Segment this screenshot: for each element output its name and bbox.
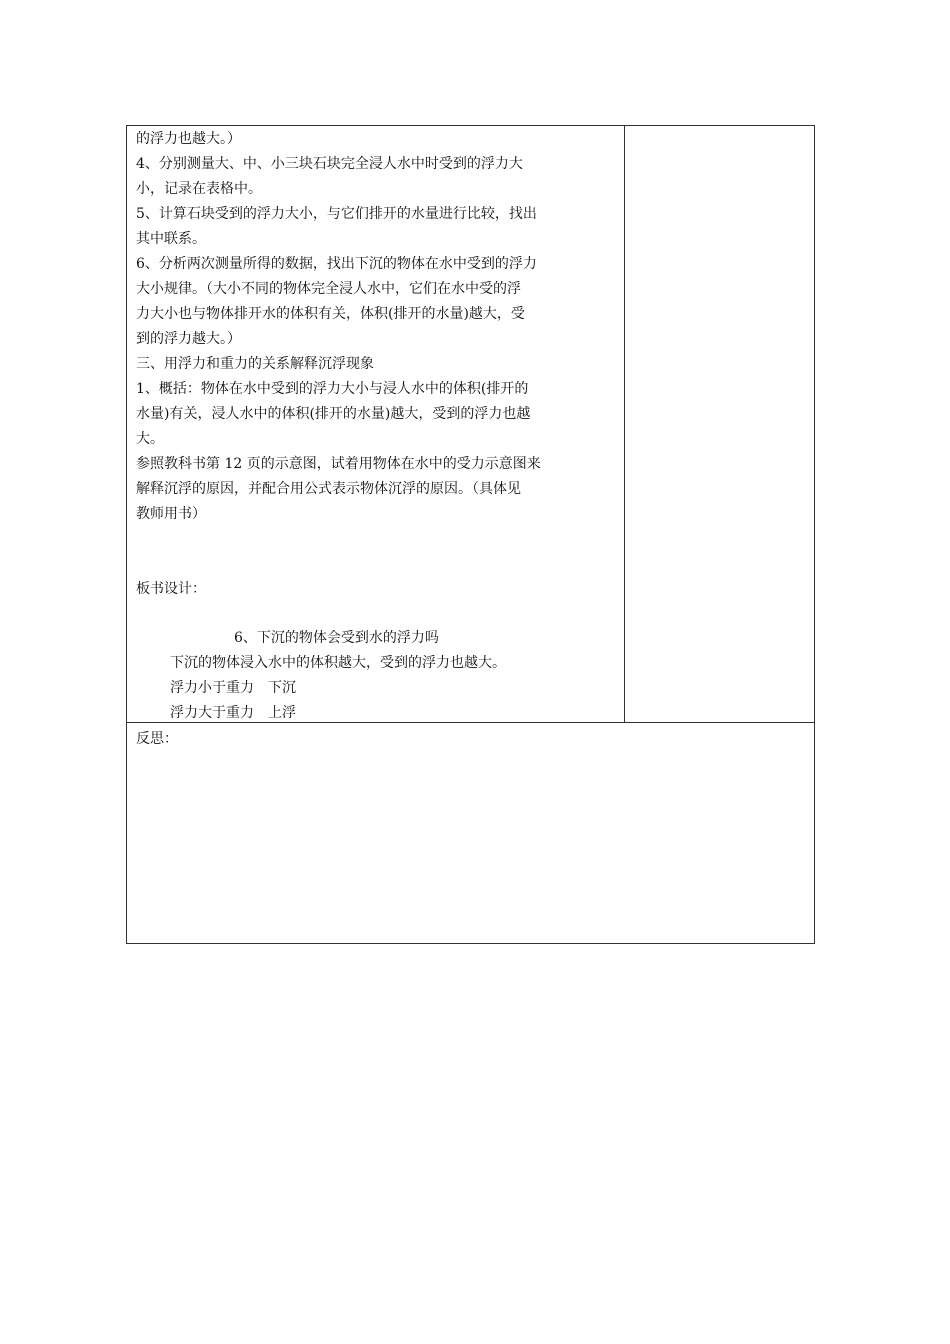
text-line: 小，记录在表格中。 xyxy=(136,181,262,197)
text-line: 4、分别测量大、中、小三块石块完全浸人水中时受到的浮力大 xyxy=(136,156,523,172)
text-line: 大。 xyxy=(136,431,164,447)
section-heading: 三、用浮力和重力的关系解释沉浮现象 xyxy=(136,356,374,372)
board-line: 下沉的物体浸入水中的体积越大，受到的浮力也越大。 xyxy=(170,655,506,671)
text-line: 的浮力也越大。） xyxy=(136,131,241,147)
board-title: 6、下沉的物体会受到水的浮力吗 xyxy=(234,630,439,646)
text-line: 1、概括：物体在水中受到的浮力大小与浸人水中的体积(排开的 xyxy=(136,381,529,397)
text-line: 力大小也与物体排开水的体积有关，体积(排开的水量)越大，受 xyxy=(136,306,525,322)
reflection-row xyxy=(127,723,814,943)
text-line: 解释沉浮的原因，并配合用公式表示物体沉浮的原因。（具体见 xyxy=(136,481,521,497)
board-design-label: 板书设计： xyxy=(136,581,206,597)
content-row xyxy=(127,126,814,723)
content-cell xyxy=(127,126,625,722)
text-line: 水量)有关，浸人水中的体积(排开的水量)越大，受到的浮力也越 xyxy=(136,406,531,422)
reflection-label: 反思： xyxy=(136,731,178,747)
text-line: 6、分析两次测量所得的数据，找出下沉的物体在水中受到的浮力 xyxy=(136,256,537,272)
lesson-table xyxy=(126,125,815,944)
text-line: 教师用书） xyxy=(136,506,206,522)
text-line: 大小规律。（大小不同的物体完全浸人水中，它们在水中受的浮 xyxy=(136,281,521,297)
board-line: 浮力大于重力 上浮 xyxy=(170,705,296,721)
text-line: 5、计算石块受到的浮力大小，与它们排开的水量进行比较，找出 xyxy=(136,206,537,222)
notes-cell xyxy=(625,126,814,722)
text-line: 到的浮力越大。） xyxy=(136,331,241,347)
text-line: 其中联系。 xyxy=(136,231,206,247)
text-line: 参照教科书第 12 页的示意图，试着用物体在水中的受力示意图来 xyxy=(136,456,541,472)
board-line: 浮力小于重力 下沉 xyxy=(170,680,296,696)
